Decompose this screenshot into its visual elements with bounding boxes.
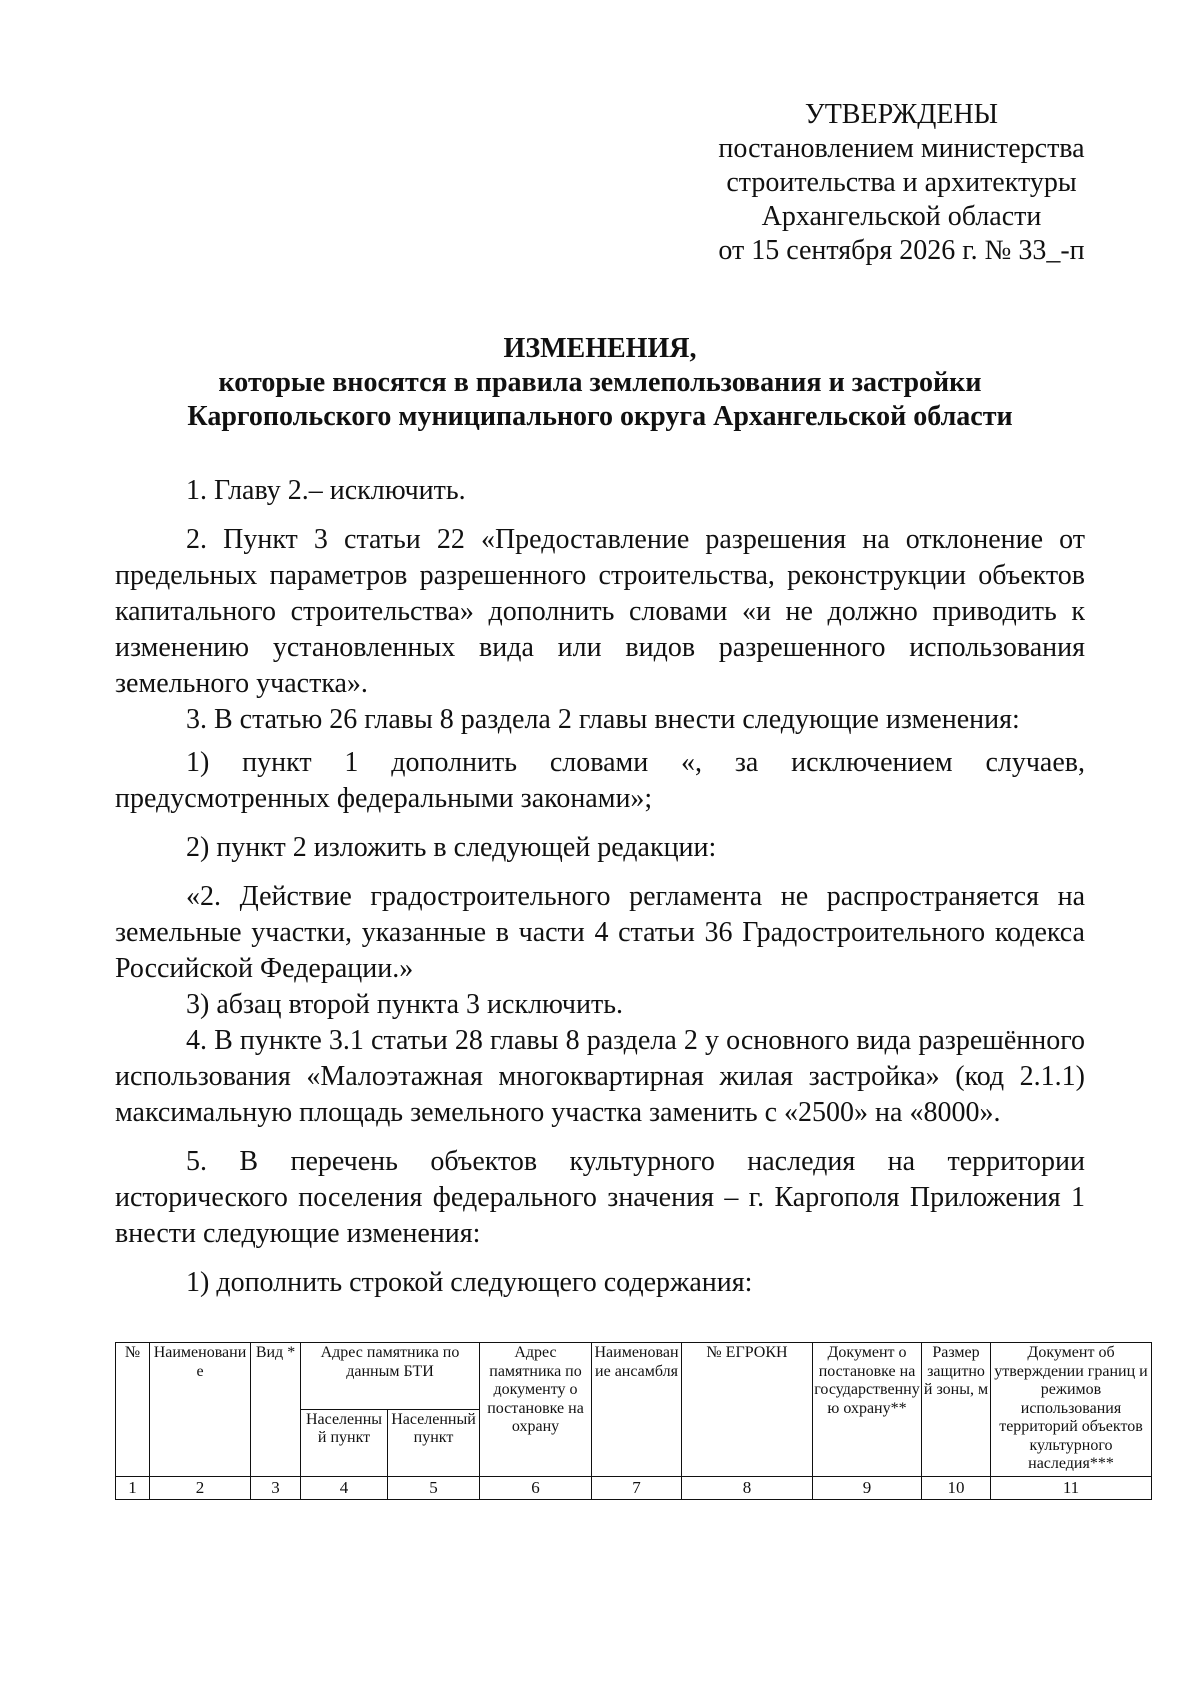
table-cell: 8 xyxy=(682,1476,813,1500)
header-address-doc: Адрес памятника по документу о постановке на охрану xyxy=(480,1343,592,1477)
table-row xyxy=(116,1476,1152,1500)
table-cell: 3 xyxy=(251,1476,301,1500)
approval-line: постановлением министерства xyxy=(718,133,1085,164)
approval-line: Архангельской области xyxy=(761,201,1042,232)
paragraph-5: 2) пункт 2 изложить в следующей редакции: xyxy=(186,832,717,863)
table-cell: 4 xyxy=(301,1476,388,1500)
heritage-objects-table xyxy=(115,1342,1152,1500)
paragraph-10: 1) дополнить строкой следующего содержания: xyxy=(186,1267,753,1298)
paragraph-2: 2. Пункт 3 статьи 22 «Предоставление разрешения на отклонение от предельных параметров разрешенного строительства, реконструкции объектов капитального строительства» дополнить словами «и не должно приводить к изменению установленных вида или видов разрешенного использования земельного участка». xyxy=(115,524,1085,699)
header-settlement-2: Населенный пункт xyxy=(388,1409,480,1476)
title-line-3: Каргопольского муниципального округа Архангельской области xyxy=(187,401,1013,432)
header-boundaries-doc: Документ об утверждении границ и режимов использования территорий объектов культурного наследия*** xyxy=(991,1343,1152,1477)
table-cell: 9 xyxy=(813,1476,922,1500)
table-cell: 1 xyxy=(116,1476,150,1500)
header-settlement-1: Населенный пункт xyxy=(301,1409,388,1476)
table-cell: 6 xyxy=(480,1476,592,1500)
table-cell: 2 xyxy=(150,1476,251,1500)
header-name: Наименование xyxy=(150,1343,251,1477)
title-line-1: ИЗМЕНЕНИЯ, xyxy=(503,333,697,364)
header-type: Вид * xyxy=(251,1343,301,1477)
header-ensemble: Наименование ансамбля xyxy=(592,1343,682,1477)
paragraph-1: 1. Главу 2.– исключить. xyxy=(186,475,466,506)
header-protection-doc: Документ о постановке на государственную охрану** xyxy=(813,1343,922,1477)
document-body xyxy=(115,473,1085,1301)
approval-line: строительства и архитектуры xyxy=(726,167,1077,198)
title-line-2: которые вносятся в правила землепользования и застройки xyxy=(218,367,982,398)
header-num: № xyxy=(116,1343,150,1477)
paragraph-6: «2. Действие градостроительного регламента не распространяется на земельные участки, указанные в части 4 статьи 36 Градостроительного кодекса Российской Федерации.» xyxy=(115,881,1085,984)
paragraph-3: 3. В статью 26 главы 8 раздела 2 главы внести следующие изменения: xyxy=(186,704,1020,735)
table-cell: 11 xyxy=(991,1476,1152,1500)
header-egrokn: № ЕГРОКН xyxy=(682,1343,813,1477)
table-cell: 10 xyxy=(922,1476,991,1500)
approval-line: от 15 сентября 2026 г. № 33_-п xyxy=(718,235,1085,266)
header-zone-size: Размер защитной зоны, м xyxy=(922,1343,991,1477)
approval-line: УТВЕРЖДЕНЫ xyxy=(804,99,999,130)
header-address-bti: Адрес памятника по данным БТИ xyxy=(301,1343,480,1410)
table-cell: 7 xyxy=(592,1476,682,1500)
paragraph-4: 1) пункт 1 дополнить словами «, за исключением случаев, предусмотренных федеральными законами»; xyxy=(115,747,1085,814)
table-cell: 5 xyxy=(388,1476,480,1500)
paragraph-7: 3) абзац второй пункта 3 исключить. xyxy=(186,989,623,1020)
paragraph-8: 4. В пункте 3.1 статьи 28 главы 8 раздела 2 у основного вида разрешённого использования «Малоэтажная многоквартирная жилая застройка» (код 2.1.1) максимальную площадь земельного участка заменить с «2500» на «8000». xyxy=(115,1025,1085,1128)
approval-stamp xyxy=(718,98,1085,268)
document-title xyxy=(115,332,1085,434)
paragraph-9: 5. В перечень объектов культурного наследия на территории исторического поселения федерального значения – г. Каргополя Приложения 1 внести следующие изменения: xyxy=(115,1146,1085,1249)
